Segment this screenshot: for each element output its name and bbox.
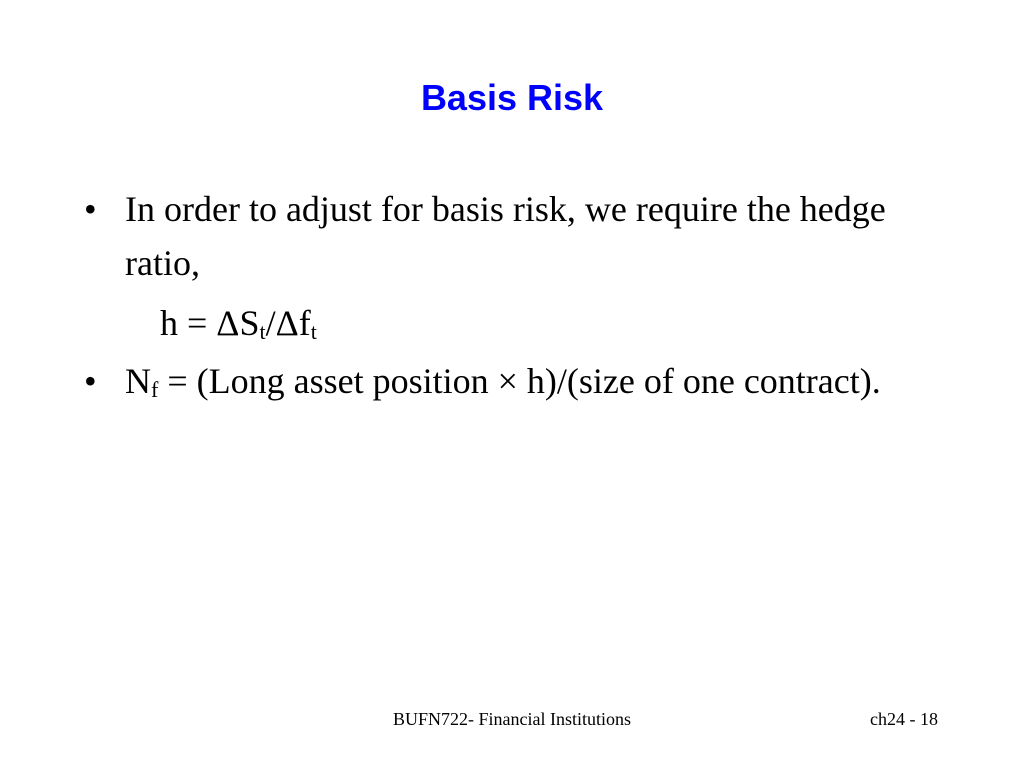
formula-prefix: h = ΔS	[160, 303, 260, 343]
bullet-item-contracts	[84, 354, 964, 408]
formula-middle: /Δf	[265, 303, 311, 343]
slide-title: Basis Risk	[420, 77, 604, 118]
contracts-subscript: f	[151, 377, 159, 402]
bullet-item-basis-risk	[84, 182, 964, 290]
contracts-symbol: N	[125, 361, 151, 401]
bullet-marker: •	[84, 189, 97, 229]
footer-course: BUFN722- Financial Institutions	[393, 709, 631, 729]
contracts-formula-text: = (Long asset position × h)/(size of one contract).	[158, 361, 881, 401]
footer-page-number: ch24 - 18	[870, 709, 938, 729]
hedge-ratio-formula	[84, 296, 964, 350]
bullet-text: In order to adjust for basis risk, we require the hedge ratio,	[125, 189, 886, 283]
formula-subscript-2: t	[310, 319, 317, 344]
bullet-marker: •	[84, 361, 97, 401]
formula-subscript-1: t	[259, 319, 266, 344]
slide-body	[84, 182, 964, 408]
